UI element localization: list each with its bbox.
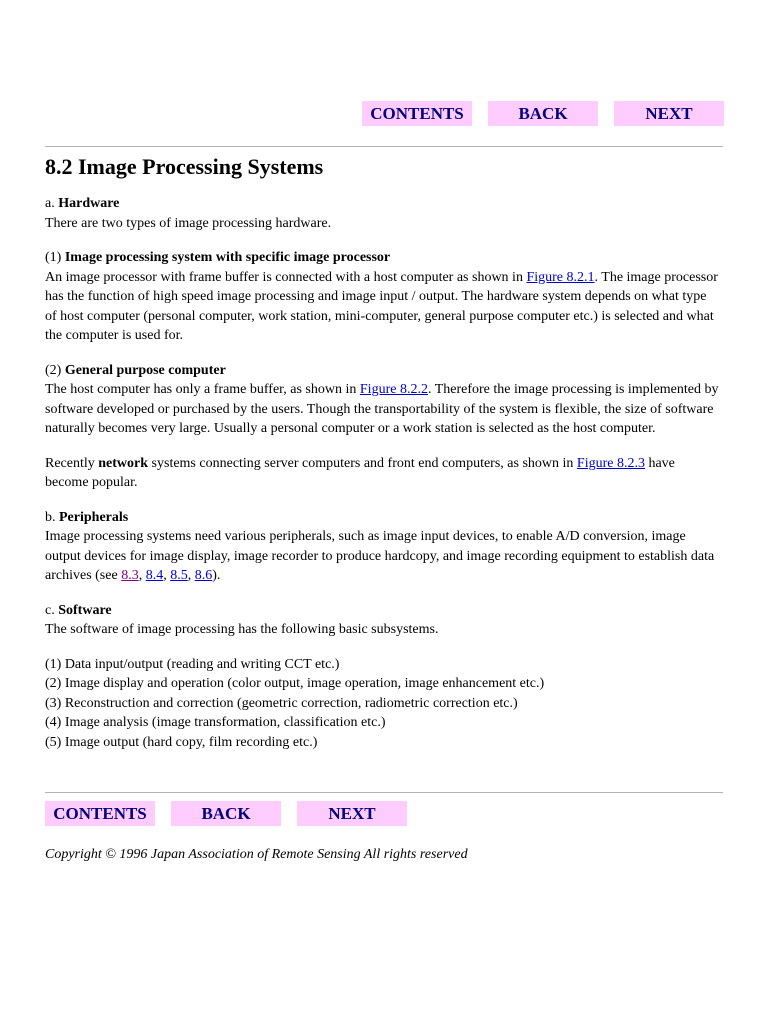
network-text-after: have become popular. <box>45 455 675 490</box>
contents-button[interactable]: CONTENTS <box>45 801 155 826</box>
section-c-title: Software <box>58 602 112 618</box>
section-c-heading <box>45 601 720 621</box>
section-c-prefix: c. <box>45 602 59 618</box>
item-1-title: Image processing system with specific image processor <box>64 250 391 265</box>
item-1-heading <box>45 248 720 268</box>
software-list-item: (3) Reconstruction and correction (geometric correction, radiometric correction etc.) <box>45 695 518 711</box>
section-a-prefix: a. <box>45 196 59 211</box>
section-a-title: Hardware <box>58 196 120 211</box>
network-text-middle: systems connecting server computers and front end computers, as shown in <box>148 455 577 471</box>
software-list-item: (2) Image display and operation (color output, image operation, image enhancement etc.) <box>45 676 545 691</box>
item-2-title: General purpose computer <box>64 362 226 378</box>
network-paragraph <box>45 454 720 493</box>
section-a-intro: There are two types of image processing hardware. <box>45 215 332 231</box>
item-1-text-after: . The image processor has the function of high speed image processing and image input / output. The hardware system depends on what type of host computer (personal computer, work station, mini-computer, general purpose computer etc.) is selected and what the computer is used for. <box>45 269 718 343</box>
page-title: 8.2 Image Processing Systems <box>45 154 324 179</box>
figure-8-2-3-link[interactable]: Figure 8.2.3 <box>576 455 645 471</box>
next-button[interactable]: NEXT <box>614 101 724 126</box>
copyright-notice: Copyright © 1996 Japan Association of Remote Sensing All rights reserved <box>45 847 468 862</box>
link-8-4[interactable]: 8.4 <box>145 568 164 583</box>
separator: , <box>138 568 146 583</box>
section-b-title: Peripherals <box>59 509 129 525</box>
separator: , <box>163 568 171 583</box>
back-button[interactable]: BACK <box>171 801 281 826</box>
item-2-text-after: . Therefore the image processing is implemented by software developed or purchased by the users. Though the transportability of the system is flexible, the size of software naturally becomes very large. Usually a personal computer or a work station is selected as the host computer. <box>45 382 719 436</box>
contents-button[interactable]: CONTENTS <box>362 101 472 126</box>
section-a-heading <box>45 194 720 214</box>
section-b-text-before: Image processing systems need various peripherals, such as image input devices, to enable A/D conversion, image output devices for image display, image recorder to produce hardcopy, and image recording equipment to establish data archives (see <box>45 529 715 583</box>
item-1-text-before: An image processor with frame buffer is connected with a host computer as shown in <box>45 269 527 285</box>
item-2-prefix: (2) <box>45 362 65 378</box>
item-1-prefix: (1) <box>45 250 65 265</box>
link-8-5[interactable]: 8.5 <box>170 568 188 583</box>
software-list-item: (1) Data input/output (reading and writing CCT etc.) <box>45 656 340 672</box>
link-8-6[interactable]: 8.6 <box>194 568 213 583</box>
section-b-heading <box>45 508 720 528</box>
software-list-item: (5) Image output (hard copy, film recording etc.) <box>45 734 318 750</box>
next-button[interactable]: NEXT <box>297 801 407 826</box>
separator: , <box>187 568 195 583</box>
figure-8-2-2-link[interactable]: Figure 8.2.2 <box>359 382 428 397</box>
section-b-text-after: ). <box>212 568 221 583</box>
top-divider <box>45 146 723 147</box>
back-button[interactable]: BACK <box>488 101 598 126</box>
section-c-intro: The software of image processing has the following basic subsystems. <box>45 622 439 637</box>
bottom-divider <box>45 792 723 793</box>
link-8-3[interactable]: 8.3 <box>121 568 139 583</box>
section-b-paragraph <box>45 527 720 586</box>
section-b-prefix: b. <box>45 509 59 525</box>
item-2-heading <box>45 361 720 381</box>
main-content <box>45 152 720 752</box>
item-1-paragraph <box>45 268 720 346</box>
software-list-item: (4) Image analysis (image transformation, classification etc.) <box>45 715 386 730</box>
network-text-before: Recently <box>45 455 99 471</box>
item-2-paragraph <box>45 380 720 439</box>
item-2-text-before: The host computer has only a frame buffer, as shown in <box>45 382 360 397</box>
figure-8-2-1-link[interactable]: Figure 8.2.1 <box>526 269 595 285</box>
network-bold: network <box>98 455 149 471</box>
